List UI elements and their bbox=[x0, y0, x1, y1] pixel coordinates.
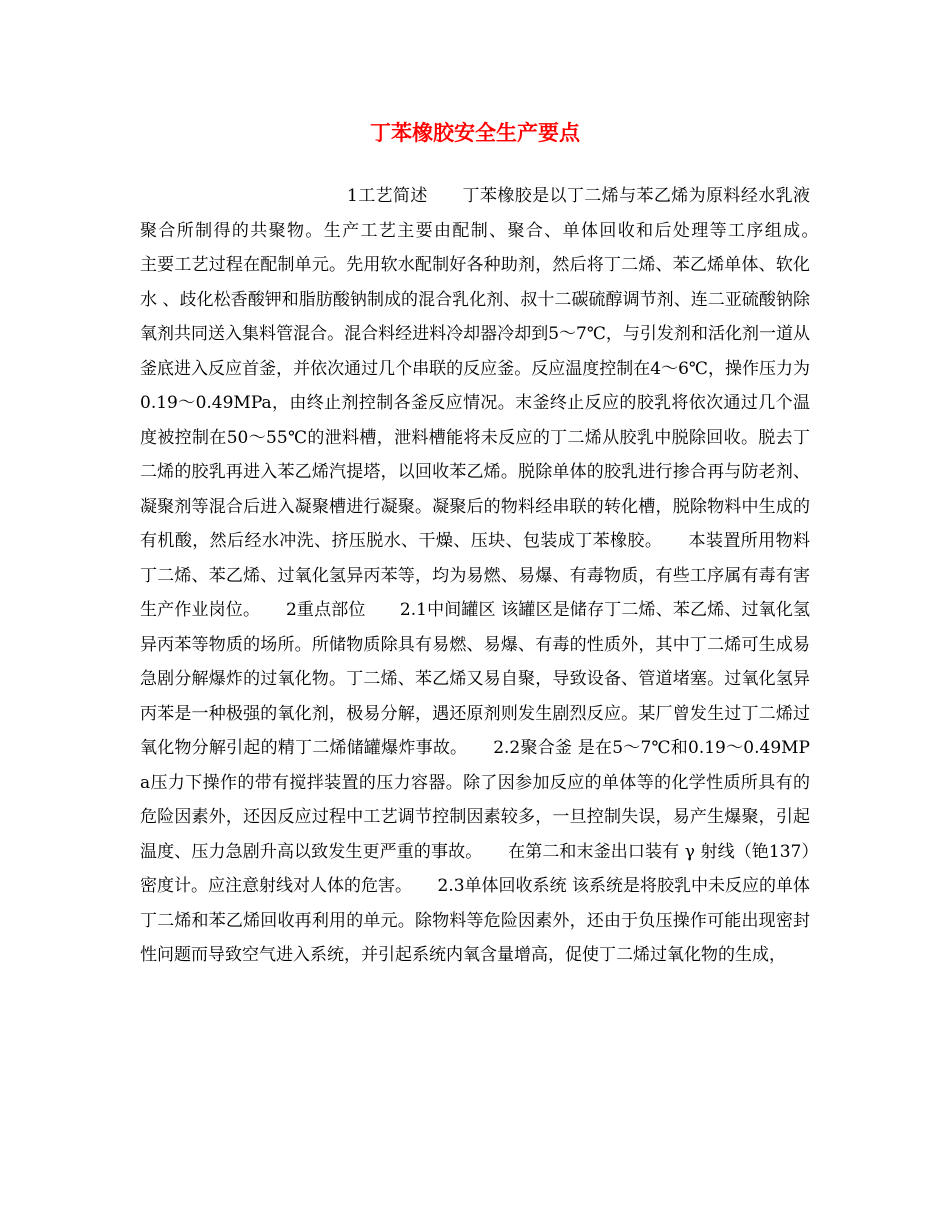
document-title: 丁苯橡胶安全生产要点 bbox=[370, 121, 580, 145]
document-body-paragraph: 1工艺简述 丁苯橡胶是以丁二烯与苯乙烯为原料经水乳液聚合所制得的共聚物。生产工艺主要由配制、聚合、单体回收和后处理等工序组成。 主要工艺过程在配制单元。先用软水配制好各种助剂，然后将丁二烯、苯乙烯单体、软化水 、歧化松香酸钾和脂肪酸钠制成的混合乳化剂、叔十二碳硫醇调节剂、连二亚硫酸钠除氧剂共同送入集料管混合。混合料经进料冷却器冷却到5～7℃，与引发剂和活化剂一道从釜底进入反应首釜，并依次通过几个串联的反应釜。反应温度控制在4～6℃，操作压力为0.19～0.49MPa，由终止剂控制各釜反应情况。末釜终止反应的胶乳将依次通过几个温度被控制在50～55℃的泄料槽，泄料槽能将未反应的丁二烯从胶乳中脱除回收。脱去丁二烯的胶乳再进入苯乙烯汽提塔，以回收苯乙烯。脱除单体的胶乳进行掺合再与防老剂、凝聚剂等混合后进入凝聚槽进行凝聚。凝聚后的物料经串联的转化槽，脱除物料中生成的有机酸，然后经水冲洗、挤压脱水、干燥、压块、包装成丁苯橡胶。 本装置所用物料丁二烯、苯乙烯、过氧化氢异丙苯等，均为易燃、易爆、有毒物质，有些工序属有毒有害生产作业岗位。 2重点部位 2.1中间罐区 该罐区是储存丁二烯、苯乙烯、过氧化氢异丙苯等物质的场所。所储物质除具有易燃、易爆、有毒的性质外，其中丁二烯可生成易急剧分解爆炸的过氧化物。丁二烯、苯乙烯又易自聚，导致设备、管道堵塞。过氧化氢异丙苯是一种极强的氧化剂，极易分解，遇还原剂则发生剧烈反应。某厂曾发生过丁二烯过氧化物分解引起的精丁二烯储罐爆炸事故。 2.2聚合釜 是在5～7℃和0.19～0.49MPa压力下操作的带有搅拌装置的压力容器。除了因参加反应的单体等的化学性质所具有的危险因素外，还因反应过程中工艺调节控制因素较多，一旦控制失误，易产生爆聚，引起温度、压力急剧升高以致发生更严重的事故。 在第二和末釜出口装有 γ 射线（铯137）密度计。应注意射线对人体的危害。 2.3单体回收系统 该系统是将胶乳中未反应的单体丁二烯和苯乙烯回收再利用的单元。除物料等危险因素外，还由于负压操作可能出现密封性问题而导致空气进入系统，并引起系统内氧含量增高，促使丁二烯过氧化物的生成， bbox=[140, 186, 844, 965]
